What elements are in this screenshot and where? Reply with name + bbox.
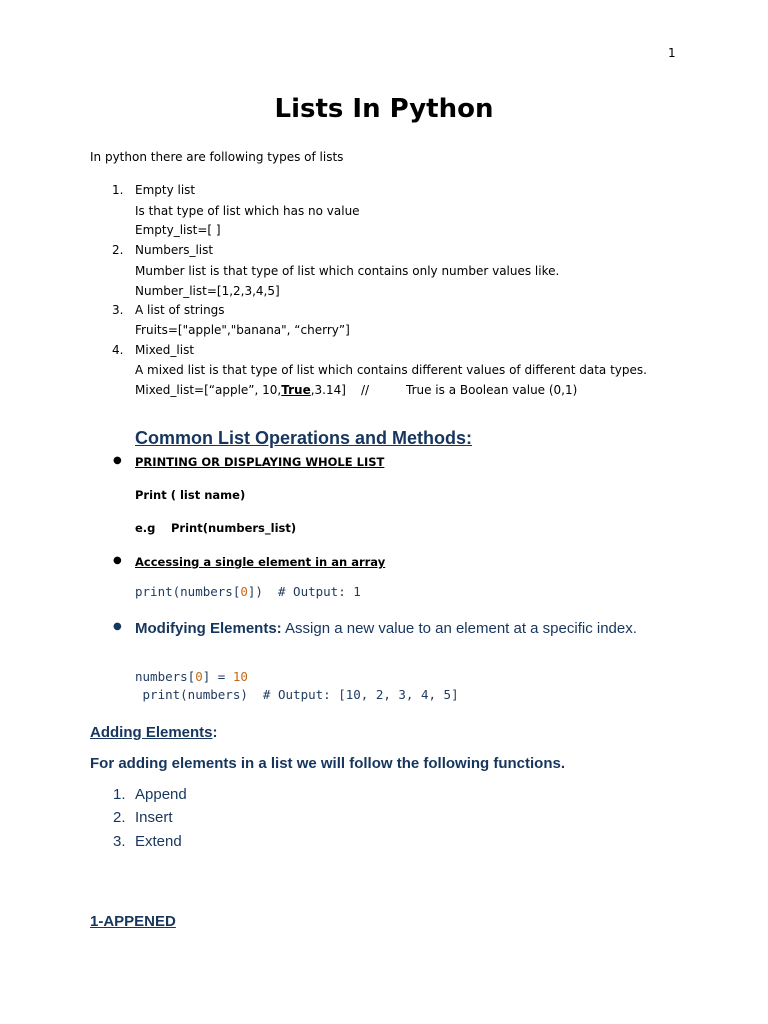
list-name: Numbers_list <box>135 243 214 257</box>
mixed-example-prefix: Mixed_list=[“apple”, 10, <box>135 383 282 397</box>
bullet-dot: ● <box>113 455 122 466</box>
adding-subheading: For adding elements in a list we will follow the following functions. <box>90 755 566 772</box>
mixed-example-comment: True is a Boolean value (0,1) <box>406 383 578 397</box>
code-text: ] = <box>202 669 233 684</box>
mixed-list-example <box>135 383 346 397</box>
code-number: 0 <box>195 669 203 684</box>
list-name: Empty list <box>135 183 196 197</box>
print-example-label: e.g <box>135 521 156 535</box>
adding-heading-colon: : <box>212 724 218 741</box>
bullet-dot: ● <box>113 555 122 566</box>
list-description: Mumber list is that type of list which contains only number values like. <box>135 264 560 278</box>
page-number: 1 <box>668 46 676 60</box>
list-number: 1. <box>112 183 124 197</box>
print-syntax: Print ( list name) <box>135 488 246 502</box>
function-number: 3. <box>113 833 126 850</box>
list-name: Mixed_list <box>135 343 195 357</box>
intro-text: In python there are following types of lists <box>90 150 344 164</box>
list-example: Empty_list=[ ] <box>135 223 221 237</box>
list-number: 4. <box>112 343 124 357</box>
comment-marker: // <box>361 383 370 397</box>
list-example: Number_list=[1,2,3,4,5] <box>135 284 280 298</box>
adding-heading <box>90 724 218 741</box>
adding-heading-text: Adding Elements <box>90 724 213 741</box>
code-text: print(numbers[ <box>135 584 241 599</box>
code-number: 0 <box>240 584 248 599</box>
modifying-code-2: print(numbers) # Output: [10, 2, 3, 4, 5] <box>135 687 459 702</box>
list-number: 2. <box>112 243 124 257</box>
code-text: numbers[ <box>135 669 196 684</box>
list-description: Is that type of list which has no value <box>135 204 360 218</box>
function-name: Append <box>135 786 187 803</box>
modifying-text: Assign a new value to an element at a specific index. <box>281 620 637 637</box>
function-number: 2. <box>113 809 126 826</box>
mixed-example-bool: True <box>281 383 311 397</box>
modifying-label: Modifying Elements: <box>135 620 282 637</box>
list-number: 3. <box>112 303 124 317</box>
print-example-code: Print(numbers_list) <box>171 521 297 535</box>
function-name: Insert <box>135 809 173 826</box>
bullet-dot: ● <box>113 621 122 632</box>
list-description: A mixed list is that type of list which contains different values of different data types. <box>135 363 647 377</box>
list-name: A list of strings <box>135 303 225 317</box>
append-heading: 1-APPENED <box>90 913 176 930</box>
printing-heading: PRINTING OR DISPLAYING WHOLE LIST <box>135 455 385 469</box>
function-number: 1. <box>113 786 126 803</box>
function-name: Extend <box>135 833 182 850</box>
accessing-heading: Accessing a single element in an array <box>135 555 386 569</box>
mixed-example-suffix: ,3.14] <box>310 383 346 397</box>
document-title: Lists In Python <box>274 94 494 124</box>
modifying-code-1 <box>135 669 248 684</box>
code-number: 10 <box>232 669 248 684</box>
code-text: ]) # Output: 1 <box>247 584 361 599</box>
modifying-line <box>135 620 637 637</box>
list-example: Fruits=["apple","banana", “cherry”] <box>135 323 350 337</box>
accessing-code <box>135 584 361 599</box>
section-heading: Common List Operations and Methods: <box>135 428 473 448</box>
